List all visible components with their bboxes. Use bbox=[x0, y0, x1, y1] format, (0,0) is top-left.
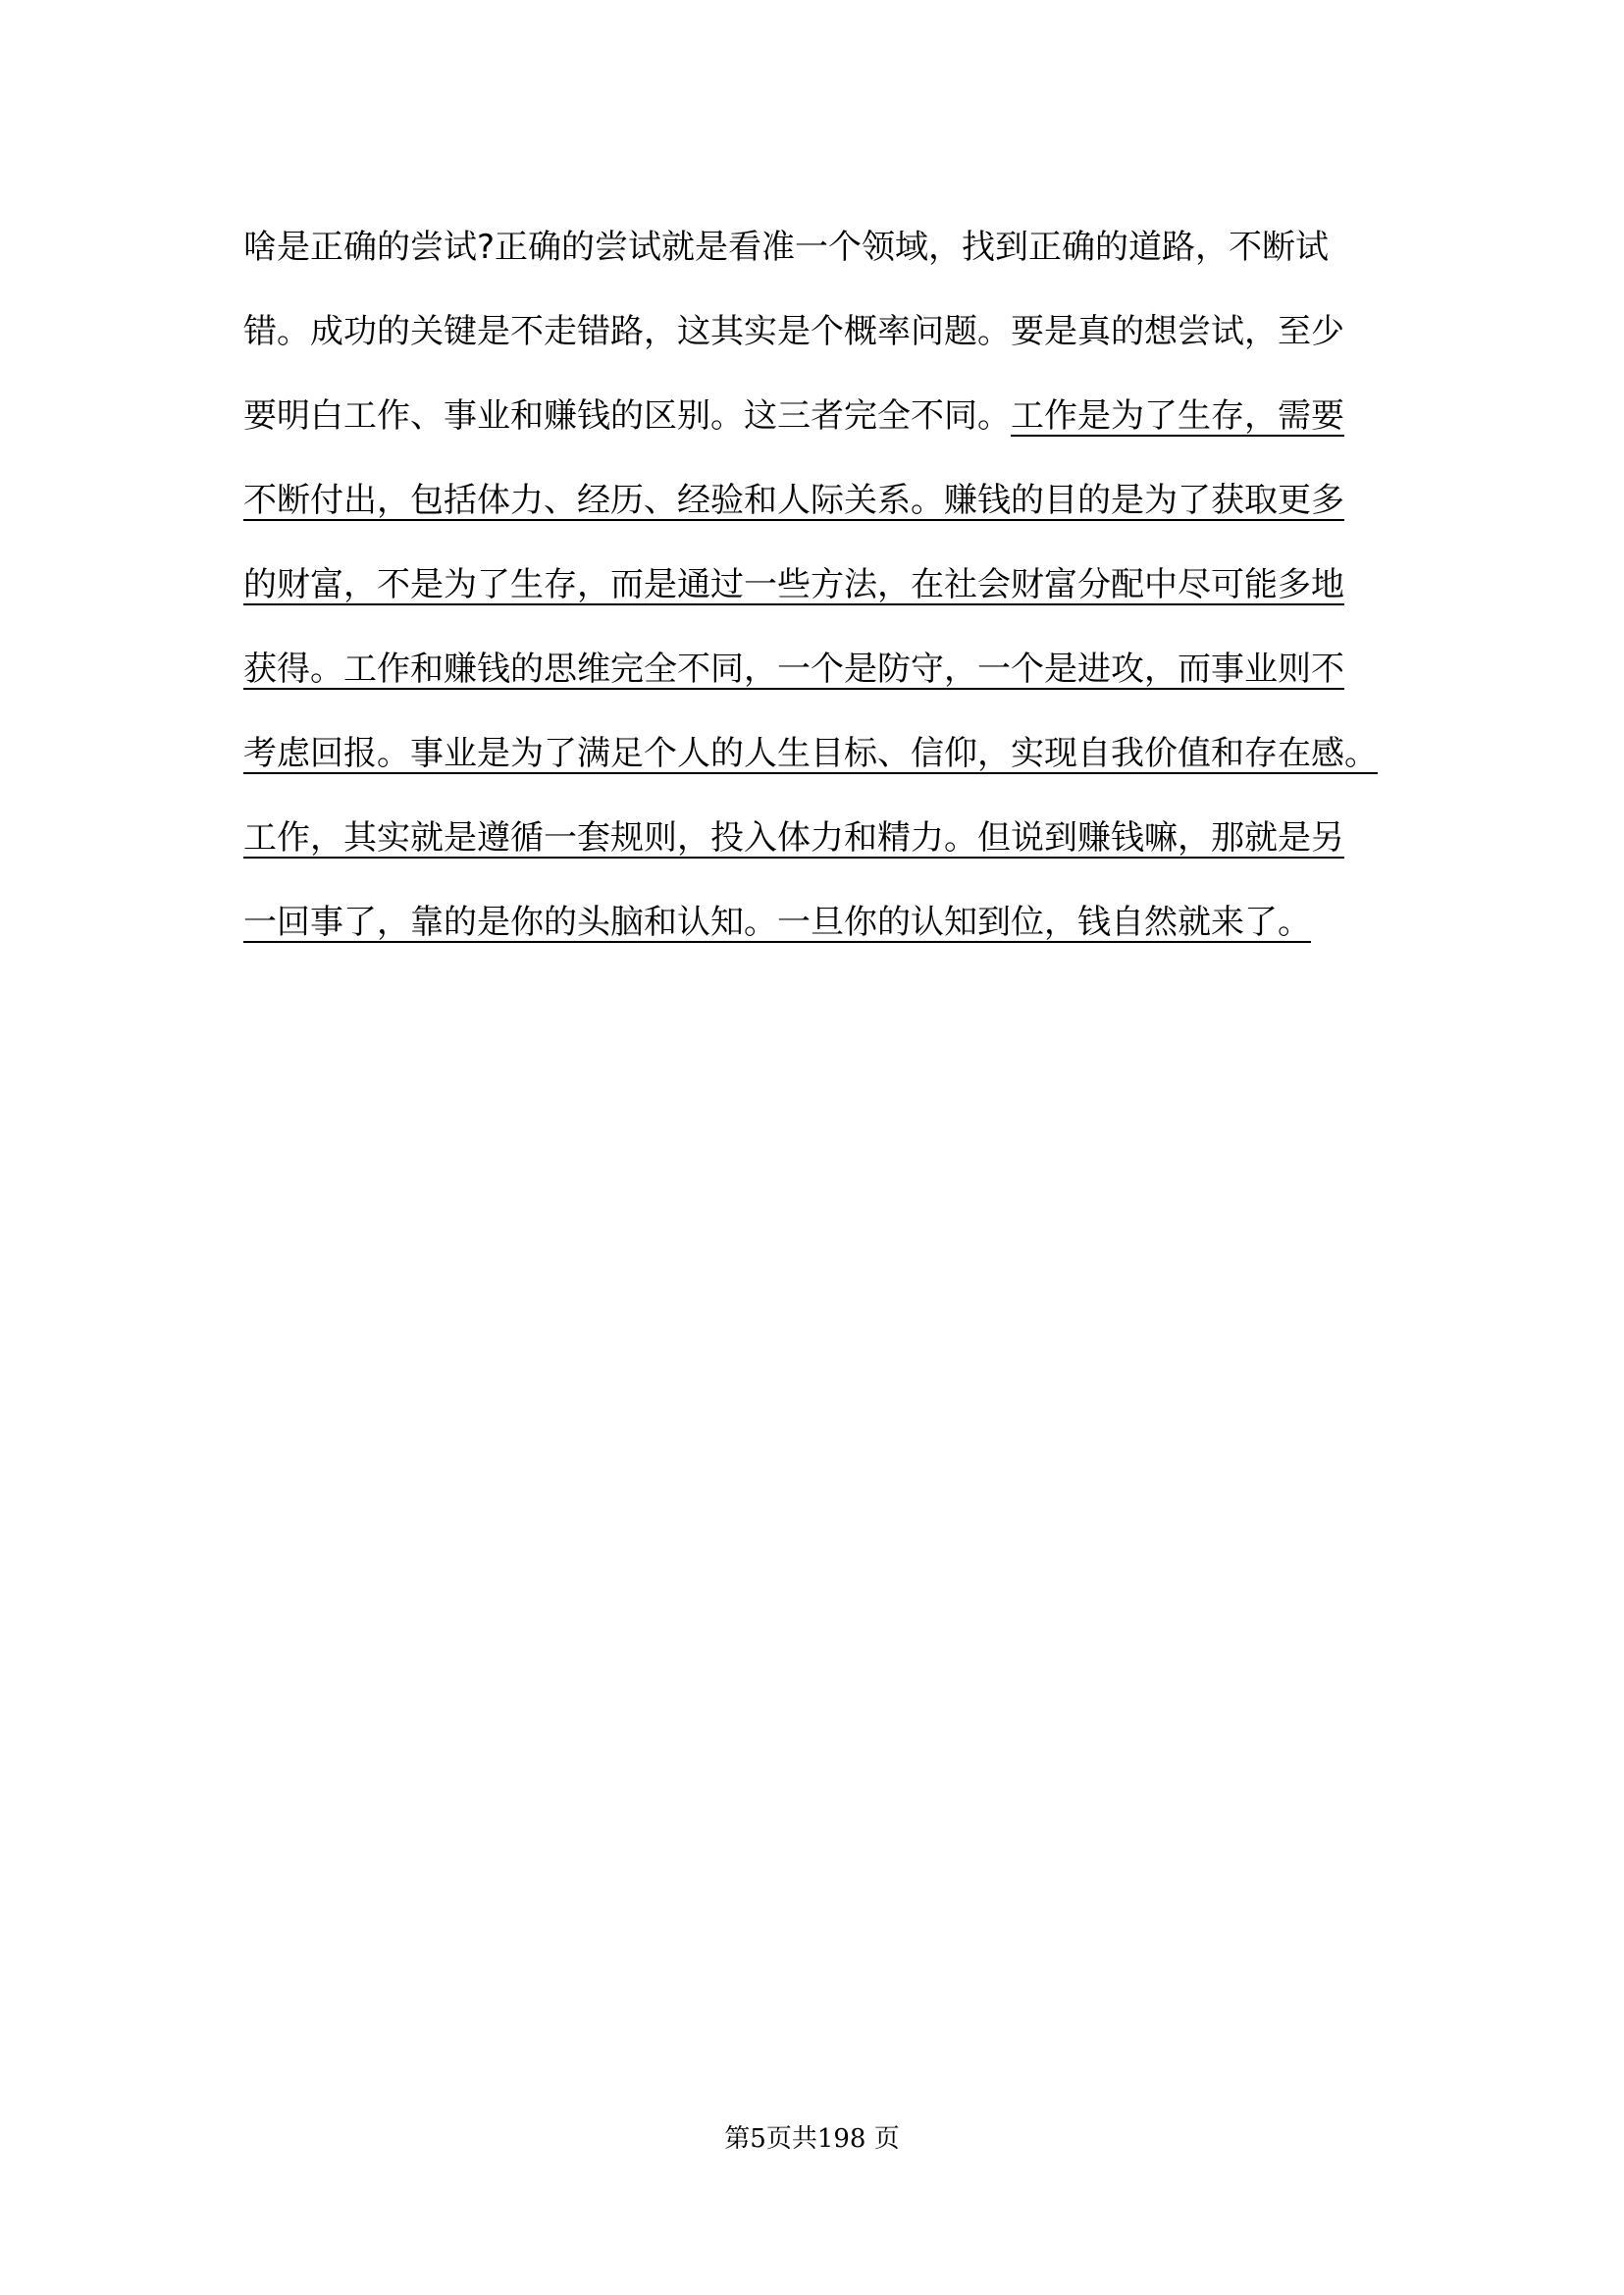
underlined-span: 不断付出，包括体力、经历、经验和人际关系。赚钱的目的是为了获取更多 bbox=[243, 481, 1344, 520]
text-line bbox=[243, 893, 1311, 952]
underlined-span: 考虑回报。事业是为了满足个人的人生目标、信仰，实现自我价值和存在感。 bbox=[243, 734, 1378, 773]
underlined-span: 的财富，不是为了生存，而是通过一些方法，在社会财富分配中尽可能多地 bbox=[243, 565, 1344, 604]
underlined-span: 工作是为了生存，需要 bbox=[1011, 396, 1344, 436]
underlined-span: 工作，其实就是遵循一套规则，投入体力和精力。但说到赚钱嘛，那就是另 bbox=[243, 818, 1344, 858]
text-span: 要明白工作、事业和赚钱的区别。这三者完全不同。 bbox=[243, 396, 1011, 436]
underlined-span: 一回事了，靠的是你的头脑和认知。一旦你的认知到位，钱自然就来了。 bbox=[243, 903, 1311, 942]
text-line bbox=[243, 471, 1344, 530]
text-line bbox=[243, 640, 1344, 699]
text-line bbox=[243, 218, 1329, 277]
text-span: 错。成功的关键是不走错路，这其实是个概率问题。要是真的想尝试，至少 bbox=[243, 312, 1344, 351]
page-number-footer: 第5页共198 页 bbox=[724, 2124, 900, 2154]
text-line bbox=[243, 808, 1344, 867]
text-line bbox=[243, 724, 1378, 783]
text-line bbox=[243, 302, 1344, 361]
text-line bbox=[243, 387, 1344, 445]
underlined-span: 获得。工作和赚钱的思维完全不同，一个是防守，一个是进攻，而事业则不 bbox=[243, 650, 1344, 689]
text-line bbox=[243, 555, 1344, 614]
text-span: 啥是正确的尝试?正确的尝试就是看准一个领域，找到正确的道路，不断试 bbox=[243, 228, 1330, 267]
